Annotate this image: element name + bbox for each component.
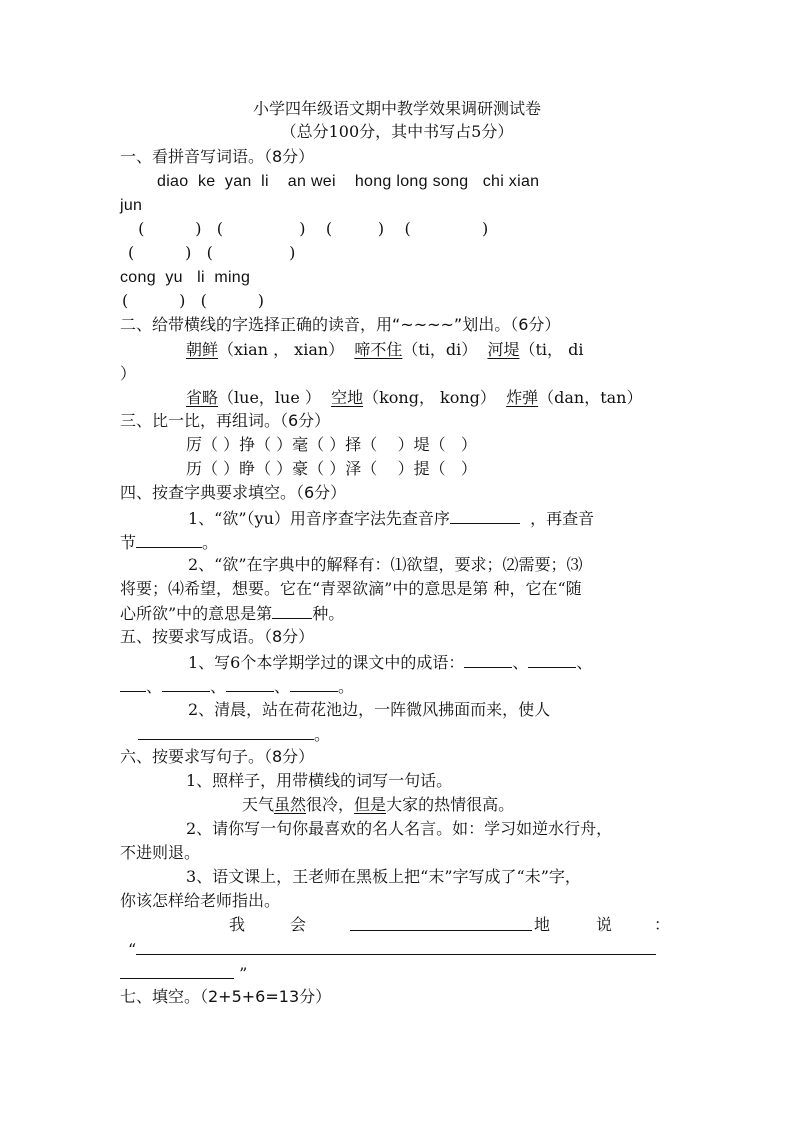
separator: 、 <box>146 677 163 696</box>
answer-blank[interactable] <box>138 723 314 740</box>
sentence-q3-word-shuo: 说 <box>596 915 613 934</box>
separator: 、 <box>576 653 593 672</box>
dictionary-q2-line3 <box>120 602 344 625</box>
idiom-q2-wrap <box>138 723 330 746</box>
answer-blank[interactable] <box>272 602 312 619</box>
sentence-q3-word-wo: 我 <box>229 915 246 934</box>
separator: 、 <box>274 677 291 696</box>
answer-blank[interactable] <box>464 651 512 668</box>
exam-title: 小学四年级语文期中教学效果调研测试卷 <box>252 99 541 118</box>
pronunciation-row-2 <box>186 387 642 409</box>
answer-blank[interactable] <box>120 675 146 692</box>
pronunciation-row-1-wrap: ） <box>120 364 137 383</box>
idiom-q1 <box>188 651 592 674</box>
word-kongdi: 空地 <box>331 388 364 407</box>
options-hedi[interactable]: （ti， di <box>519 340 584 359</box>
example-underlined-word: 但是 <box>354 795 387 814</box>
compare-row-2[interactable]: 历（ ）睁（ ）豪（ ）泽（ ）提（ ） <box>186 459 477 478</box>
answer-line <box>128 938 656 961</box>
sentence-example <box>242 794 514 816</box>
close-quote: ” <box>239 964 248 983</box>
dictionary-q2-line2: 将要；⑷希望，想要。它在“青翠欲滴”中的意思是第 种，它在“随 <box>120 579 582 598</box>
sentence-q3: 3、语文课上，王老师在黑板上把“末”字写成了“未”字， <box>186 867 581 886</box>
dictionary-q2: 2、“欲”在字典中的解释有：⑴欲望，要求；⑵需要；⑶ <box>188 555 583 574</box>
separator: 、 <box>210 677 227 696</box>
sentence-q3-word-de: 地 <box>534 915 551 934</box>
word-tibuzhu: 啼不住 <box>354 340 403 359</box>
section-5-heading: 五、按要求写成语。（8分） <box>120 627 315 646</box>
exam-subtitle: （总分100分，其中书写占5分） <box>280 122 514 141</box>
options-shenglue[interactable]: （lue，lue ） <box>218 388 321 407</box>
answer-parens-row-2[interactable]: ( ) ( ) <box>128 243 296 262</box>
pinyin-row-1-wrap: jun <box>120 197 143 214</box>
sentence-q3-wrap: 你该怎样给老师指出。 <box>120 891 281 910</box>
section-3-heading: 三、比一比，再组词。（6分） <box>120 411 331 430</box>
pronunciation-row-1 <box>186 339 583 361</box>
period: 。 <box>338 677 355 696</box>
options-zhadan[interactable]: （dan，tan） <box>538 388 643 407</box>
open-quote: “ <box>128 940 137 959</box>
idiom-q1-text: 1、写6个本学期学过的课文中的成语： <box>188 653 465 672</box>
answer-blank[interactable] <box>528 651 576 668</box>
idiom-q1-wrap <box>120 675 354 698</box>
example-text: 很冷， <box>306 795 355 814</box>
options-tibuzhu[interactable]: （ti，di） <box>402 340 478 359</box>
section-2-heading: 二、给带横线的字选择正确的读音，用“~~~~”划出。（6分） <box>120 315 561 334</box>
idiom-q2: 2、清晨，站在荷花池边，一阵微风拂面而来，使人 <box>188 700 551 719</box>
pinyin-row-1: diao ke yan li an wei hong long song chi xian <box>157 173 540 190</box>
section-4-heading: 四、按查字典要求填空。（6分） <box>120 483 347 502</box>
options-kongdi[interactable]: （kong， kong） <box>363 388 496 407</box>
section-7-heading: 七、填空。（2+5+6=13分） <box>120 987 332 1006</box>
dictionary-q1-text: 1、“欲”（yu）用音序查字法先查音序 <box>188 509 450 528</box>
section-1-heading: 一、看拼音写词语。（8分） <box>120 147 315 166</box>
answer-blank[interactable] <box>290 675 338 692</box>
pinyin-row-2: cong yu li ming <box>120 269 251 286</box>
sentence-q1: 1、照样子，用带横线的词写一句话。 <box>186 771 453 790</box>
dictionary-q1-wrap <box>120 531 218 554</box>
answer-blank[interactable] <box>350 914 532 937</box>
dictionary-q2-text-b: 种。 <box>312 604 345 623</box>
sentence-q3-colon: ： <box>654 915 671 934</box>
answer-blank[interactable] <box>450 507 520 524</box>
dictionary-q1-text-c: 节 <box>120 533 137 552</box>
answer-blank[interactable] <box>136 938 656 955</box>
dictionary-q2-text: 心所欲”中的意思是第 <box>120 604 273 623</box>
word-shenglue: 省略 <box>186 388 219 407</box>
sentence-q2-wrap: 不进则退。 <box>120 843 201 862</box>
dictionary-q1 <box>188 507 594 530</box>
section-6-heading: 六、按要求写句子。（8分） <box>120 747 315 766</box>
dictionary-q1-text-b: ，再查音 <box>530 509 595 528</box>
answer-blank[interactable] <box>226 675 274 692</box>
period: 。 <box>314 725 331 744</box>
separator: 、 <box>512 653 529 672</box>
compare-row-1[interactable]: 厉（ ）挣（ ）毫（ ）择（ ）堤（ ） <box>186 435 477 454</box>
options-chaoxian[interactable]: （xian ， xian） <box>218 340 345 359</box>
example-text: 天气 <box>242 795 275 814</box>
example-underlined-word: 虽然 <box>274 795 307 814</box>
word-chaoxian: 朝鲜 <box>186 340 219 359</box>
answer-line-2 <box>120 962 247 985</box>
word-hedi: 河堤 <box>487 340 520 359</box>
answer-blank[interactable] <box>120 962 234 979</box>
answer-parens-row-1[interactable]: ( ) ( ) ( ) ( ) <box>128 219 489 238</box>
answer-parens-row-3[interactable]: ( ) ( ) <box>122 291 264 310</box>
period: 。 <box>202 533 219 552</box>
word-zhadan: 炸弹 <box>506 388 539 407</box>
answer-blank[interactable] <box>136 531 202 548</box>
sentence-q3-word-hui: 会 <box>290 915 307 934</box>
example-text: 大家的热情很高。 <box>386 795 515 814</box>
answer-blank[interactable] <box>162 675 210 692</box>
sentence-q2: 2、请你写一句你最喜欢的名人名言。如：学习如逆水行舟， <box>186 819 613 838</box>
